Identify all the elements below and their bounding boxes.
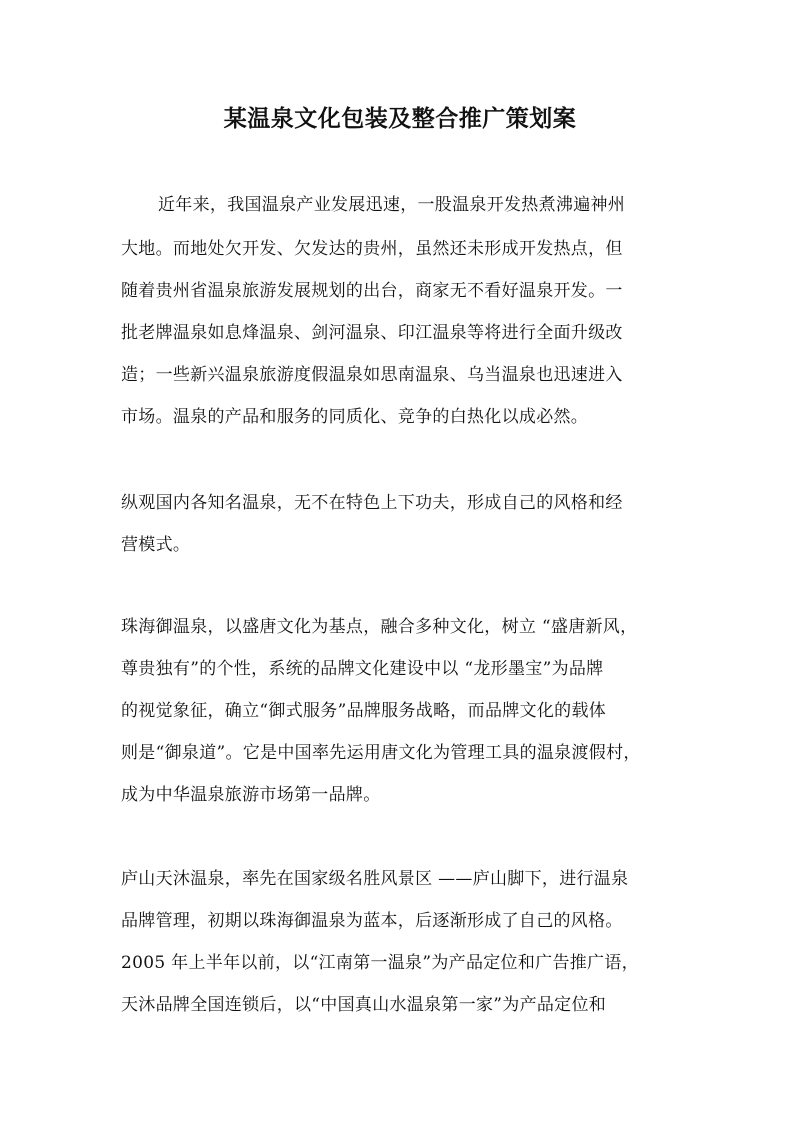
paragraph-line: 大地。而地处欠开发、欠发达的贵州，虽然还未形成开发热点，但 xyxy=(121,239,623,259)
paragraph-line: 纵观国内各知名温泉，无不在特色上下功夫，形成自己的风格和经 xyxy=(121,493,623,513)
paragraph-line: 近年来，我国温泉产业发展迅速，一股温泉开发热煮沸遍神州 xyxy=(158,195,626,215)
paragraph-line: 庐山天沐温泉，率先在国家级名胜风景区 ——庐山脚下，进行温泉 xyxy=(121,869,629,889)
paragraph-line: 天沐品牌全国连锁后，以“中国真山水温泉第一家”为产品定位和 xyxy=(121,995,607,1015)
paragraph-line: 珠海御温泉，以盛唐文化为基点，融合多种文化，树立 “盛唐新风， xyxy=(121,617,638,637)
paragraph-line: 2005 年上半年以前，以“江南第一温泉”为产品定位和广告推广语， xyxy=(121,953,639,973)
paragraph-line: 批老牌温泉如息烽温泉、剑河温泉、印江温泉等将进行全面升级改 xyxy=(121,323,623,343)
paragraph-line: 随着贵州省温泉旅游发展规划的出台，商家无不看好温泉开发。一 xyxy=(121,281,623,301)
paragraph-line: 的视觉象征，确立“御式服务”品牌服务战略，而品牌文化的载体 xyxy=(121,701,607,721)
paragraph-line: 品牌管理，初期以珠海御温泉为蓝本，后逐渐形成了自己的风格。 xyxy=(121,911,623,931)
paragraph-line: 造；一些新兴温泉旅游度假温泉如思南温泉、乌当温泉也迅速进入 xyxy=(121,365,623,385)
paragraph-line: 市场。温泉的产品和服务的同质化、竞争的白热化以成必然。 xyxy=(121,407,589,427)
document-title: 某温泉文化包装及整合推广策划案 xyxy=(223,105,577,132)
paragraph-line: 成为中华温泉旅游市场第一品牌。 xyxy=(121,785,381,805)
paragraph-line: 尊贵独有”的个性，系统的品牌文化建设中以 “龙形墨宝”为品牌 xyxy=(121,659,604,679)
paragraph-line: 则是“御泉道”。它是中国率先运用唐文化为管理工具的温泉渡假村， xyxy=(121,743,641,763)
paragraph-line: 营模式。 xyxy=(121,535,191,555)
